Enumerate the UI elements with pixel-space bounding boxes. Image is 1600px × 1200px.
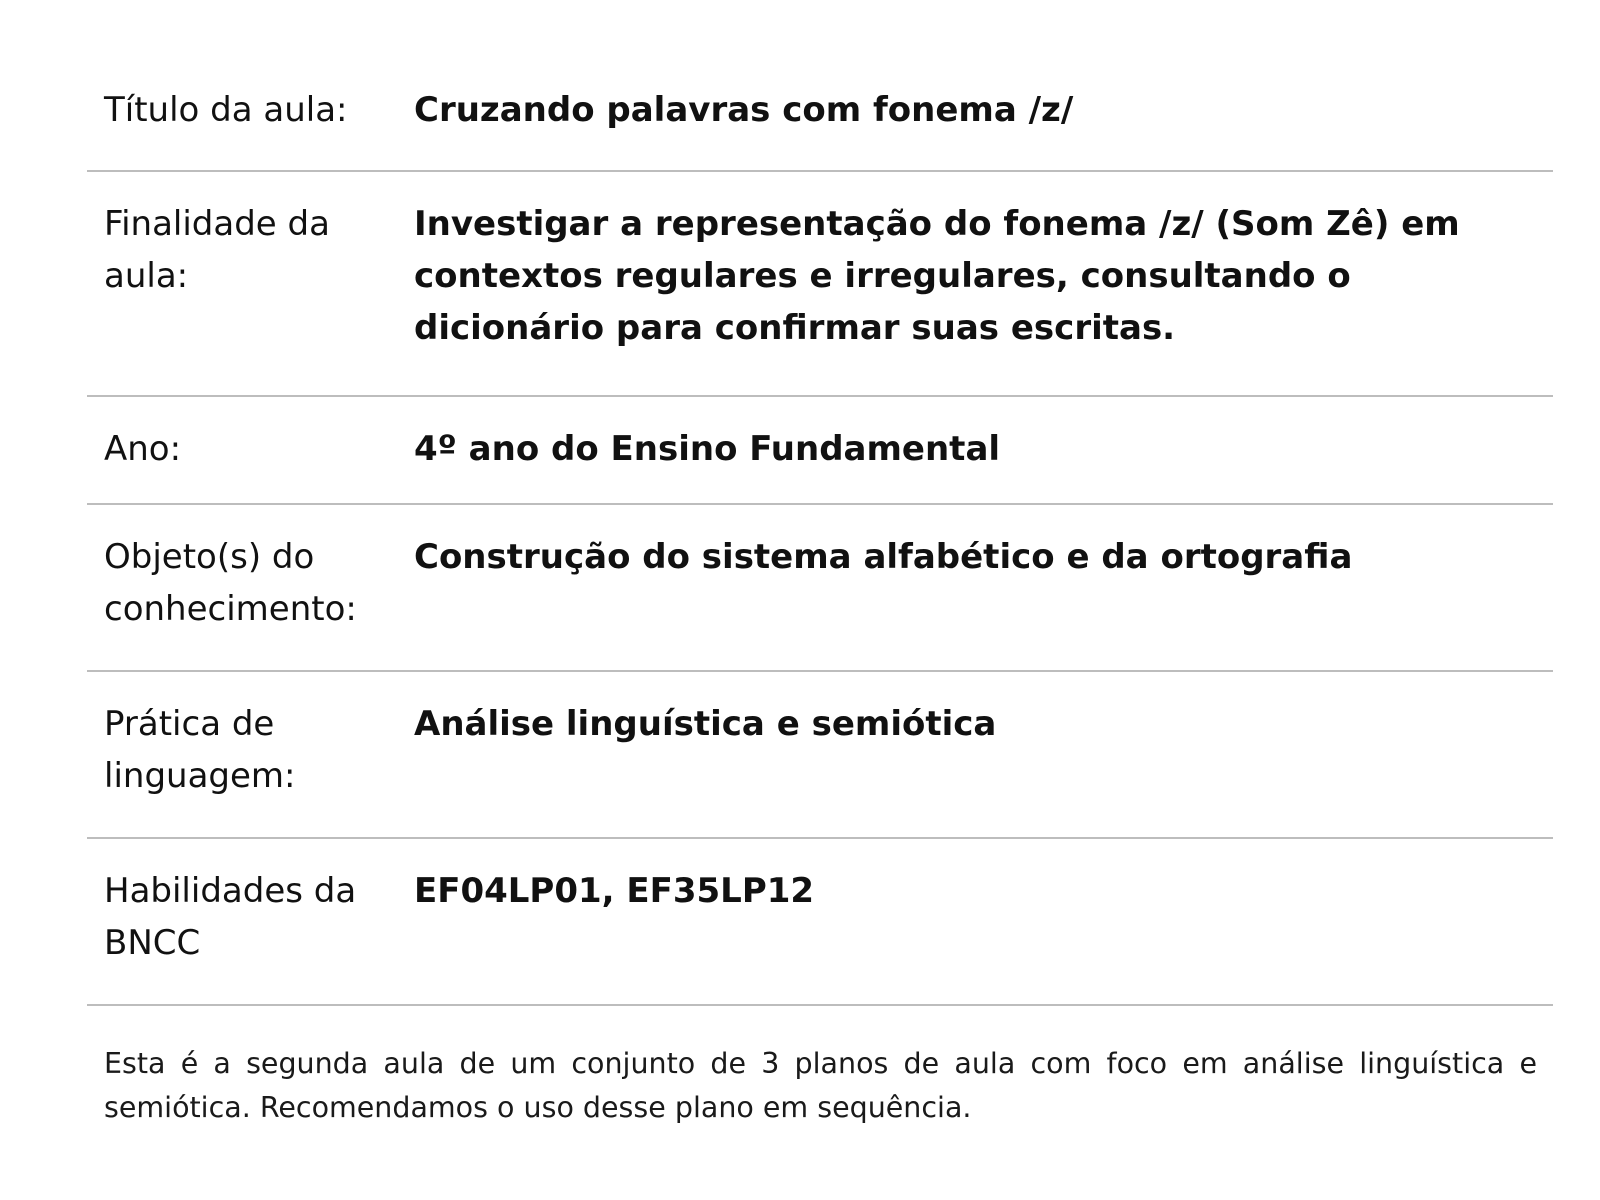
table-row-year <box>87 397 1553 505</box>
lesson-title-value: Cruzando palavras com fonema /z/ <box>414 90 1074 130</box>
table-row-lesson-purpose <box>87 172 1553 397</box>
row-label: Objeto(s) do conhecimento: <box>104 537 357 629</box>
table-row-knowledge-objects <box>87 505 1553 672</box>
language-practice-value: Análise linguística e semiótica <box>414 704 997 744</box>
knowledge-objects-value: Construção do sistema alfabético e da ortografia <box>414 537 1353 577</box>
row-label: Ano: <box>104 429 182 469</box>
row-label: Prática de linguagem: <box>104 704 296 796</box>
year-value: 4º ano do Ensino Fundamental <box>414 429 1001 469</box>
lesson-purpose-value: Investigar a representação do fonema /z/ (Som Zê) em contextos regulares e irregulares, consultando o dicionário para confirmar suas escritas. <box>414 204 1460 348</box>
row-label: Título da aula: <box>104 90 348 130</box>
row-label: Habilidades da BNCC <box>104 871 357 963</box>
table-row-lesson-title <box>87 58 1553 172</box>
bncc-skills-value: EF04LP01, EF35LP12 <box>414 871 815 911</box>
row-label: Finalidade da aula: <box>104 204 330 296</box>
table-row-language-practice <box>87 672 1553 839</box>
footnote-text: Esta é a segunda aula de um conjunto de 3 planos de aula com foco em análise linguística e semiótica. Recomendamos o uso desse plano em sequência. <box>104 1046 1537 1124</box>
lesson-info-table <box>87 58 1553 1006</box>
table-row-bncc-skills <box>87 839 1553 1006</box>
